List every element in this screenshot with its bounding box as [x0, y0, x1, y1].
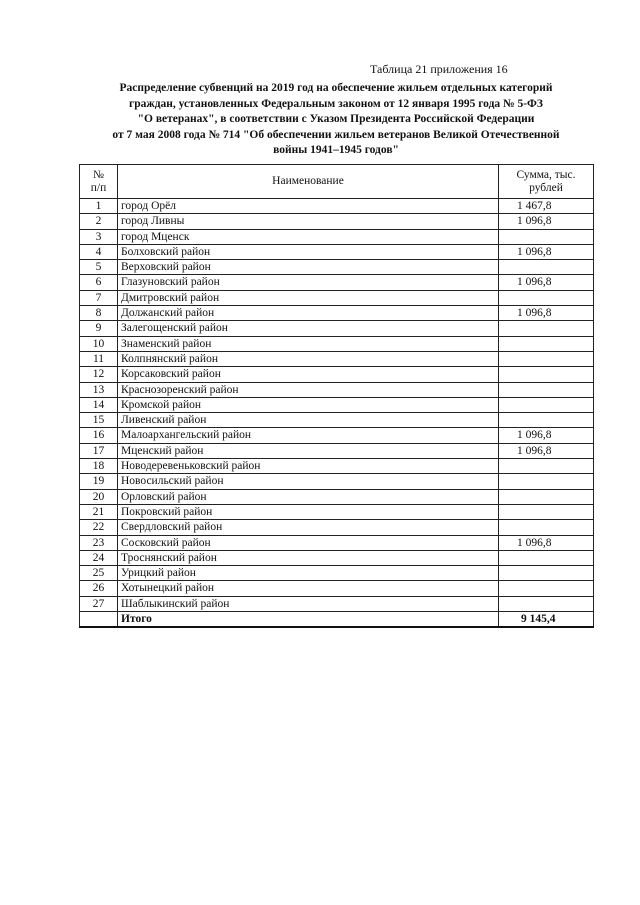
- row-amount: [499, 321, 594, 336]
- row-number: 14: [80, 397, 118, 412]
- subvention-table: [79, 164, 594, 628]
- row-number: 23: [80, 535, 118, 550]
- table-row: [80, 428, 594, 443]
- table-row: [80, 413, 594, 428]
- row-number: 1: [80, 199, 118, 214]
- row-amount: [499, 290, 594, 305]
- row-name: Новосильский район: [118, 474, 499, 489]
- row-amount: [499, 550, 594, 565]
- table-row: [80, 581, 594, 596]
- title-line: от 7 мая 2008 года № 714 "Об обеспечении жильем ветеранов Великой Отечественной: [112, 128, 560, 141]
- total-row: [80, 612, 594, 628]
- row-amount: 1 096,8: [499, 244, 594, 259]
- row-amount: [499, 260, 594, 275]
- row-number: 3: [80, 229, 118, 244]
- table-row: [80, 260, 594, 275]
- row-name: Корсаковский район: [118, 367, 499, 382]
- row-number: 18: [80, 459, 118, 474]
- row-number: 12: [80, 367, 118, 382]
- row-amount: 1 096,8: [499, 428, 594, 443]
- row-name: Новодеревеньковский район: [118, 459, 499, 474]
- header-name: Наименование: [118, 165, 499, 199]
- row-name: Малоархангельский район: [118, 428, 499, 443]
- row-name: Залегощенский район: [118, 321, 499, 336]
- table-row: [80, 550, 594, 565]
- row-amount: 1 096,8: [499, 535, 594, 550]
- row-amount: 1 467,8: [499, 199, 594, 214]
- row-name: Орловский район: [118, 489, 499, 504]
- row-name: Знаменский район: [118, 336, 499, 351]
- row-amount: [499, 229, 594, 244]
- row-name: Колпнянский район: [118, 351, 499, 366]
- row-name: Урицкий район: [118, 566, 499, 581]
- row-amount: 1 096,8: [499, 443, 594, 458]
- table-row: [80, 489, 594, 504]
- title-line: войны 1941–1945 годов": [273, 144, 399, 157]
- row-name: Глазуновский район: [118, 275, 499, 290]
- table-row: [80, 459, 594, 474]
- table-row: [80, 443, 594, 458]
- row-number: 7: [80, 290, 118, 305]
- row-number: 24: [80, 550, 118, 565]
- row-amount: [499, 474, 594, 489]
- table-row: [80, 351, 594, 366]
- table-row: [80, 290, 594, 305]
- total-label: Итого: [118, 612, 499, 628]
- row-name: Троснянский район: [118, 550, 499, 565]
- header-number: [80, 165, 118, 199]
- row-number: 20: [80, 489, 118, 504]
- total-amount: 9 145,4: [499, 612, 594, 628]
- row-number: 25: [80, 566, 118, 581]
- row-amount: [499, 382, 594, 397]
- title-line: граждан, установленных Федеральным законом от 12 января 1995 года № 5-ФЗ: [129, 97, 543, 110]
- row-number: 13: [80, 382, 118, 397]
- row-amount: [499, 596, 594, 611]
- row-name: Свердловский район: [118, 520, 499, 535]
- row-name: город Мценск: [118, 229, 499, 244]
- row-number: 10: [80, 336, 118, 351]
- title-line: "О ветеранах", в соответствии с Указом Президента Российской Федерации: [137, 113, 535, 126]
- table-row: [80, 382, 594, 397]
- row-number: 17: [80, 443, 118, 458]
- table-row: [80, 474, 594, 489]
- row-amount: [499, 489, 594, 504]
- table-row: [80, 275, 594, 290]
- row-number: 2: [80, 214, 118, 229]
- table-row: [80, 321, 594, 336]
- table-row: [80, 504, 594, 519]
- row-amount: [499, 581, 594, 596]
- row-name: Болховский район: [118, 244, 499, 259]
- header-number-line2: п/п: [90, 181, 107, 194]
- row-number: 6: [80, 275, 118, 290]
- table-row: [80, 214, 594, 229]
- row-name: Хотынецкий район: [118, 581, 499, 596]
- row-number: 26: [80, 581, 118, 596]
- header-amount: [499, 165, 594, 199]
- title-line: Распределение субвенций на 2019 год на обеспечение жильем отдельных категорий: [119, 82, 553, 94]
- row-number: 9: [80, 321, 118, 336]
- row-name: Дмитровский район: [118, 290, 499, 305]
- row-name: Должанский район: [118, 306, 499, 321]
- row-name: Верховский район: [118, 260, 499, 275]
- row-name: город Орёл: [118, 199, 499, 214]
- row-number: 8: [80, 306, 118, 321]
- row-name: Шаблыкинский район: [118, 596, 499, 611]
- table-row: [80, 596, 594, 611]
- row-amount: 1 096,8: [499, 306, 594, 321]
- table-row: [80, 229, 594, 244]
- table-row: [80, 566, 594, 581]
- document-title: [80, 81, 592, 159]
- row-amount: [499, 367, 594, 382]
- row-number: 11: [80, 351, 118, 366]
- row-amount: [499, 351, 594, 366]
- row-amount: [499, 504, 594, 519]
- table-row: [80, 306, 594, 321]
- header-amount-line2: рублей: [529, 181, 563, 194]
- row-name: Ливенский район: [118, 413, 499, 428]
- row-amount: [499, 566, 594, 581]
- total-number: [80, 612, 118, 628]
- header-amount-line1: Сумма, тыс.: [516, 168, 576, 181]
- row-amount: [499, 397, 594, 412]
- table-row: [80, 367, 594, 382]
- row-name: Сосковский район: [118, 535, 499, 550]
- row-name: Кромской район: [118, 397, 499, 412]
- header-number-line1: №: [93, 168, 104, 181]
- table-header-row: [80, 165, 594, 199]
- row-amount: [499, 413, 594, 428]
- row-number: 15: [80, 413, 118, 428]
- row-number: 27: [80, 596, 118, 611]
- row-name: город Ливны: [118, 214, 499, 229]
- annex-label: Таблица 21 приложения 16: [370, 62, 508, 76]
- table-row: [80, 397, 594, 412]
- row-name: Краснозоренский район: [118, 382, 499, 397]
- row-number: 21: [80, 504, 118, 519]
- table-row: [80, 199, 594, 214]
- table-row: [80, 520, 594, 535]
- row-name: Покровский район: [118, 504, 499, 519]
- row-amount: [499, 336, 594, 351]
- row-name: Мценский район: [118, 443, 499, 458]
- table-row: [80, 336, 594, 351]
- row-number: 5: [80, 260, 118, 275]
- row-number: 4: [80, 244, 118, 259]
- row-amount: [499, 459, 594, 474]
- row-amount: [499, 520, 594, 535]
- table-row: [80, 535, 594, 550]
- row-amount: 1 096,8: [499, 275, 594, 290]
- row-amount: 1 096,8: [499, 214, 594, 229]
- row-number: 16: [80, 428, 118, 443]
- table-row: [80, 244, 594, 259]
- row-number: 19: [80, 474, 118, 489]
- row-number: 22: [80, 520, 118, 535]
